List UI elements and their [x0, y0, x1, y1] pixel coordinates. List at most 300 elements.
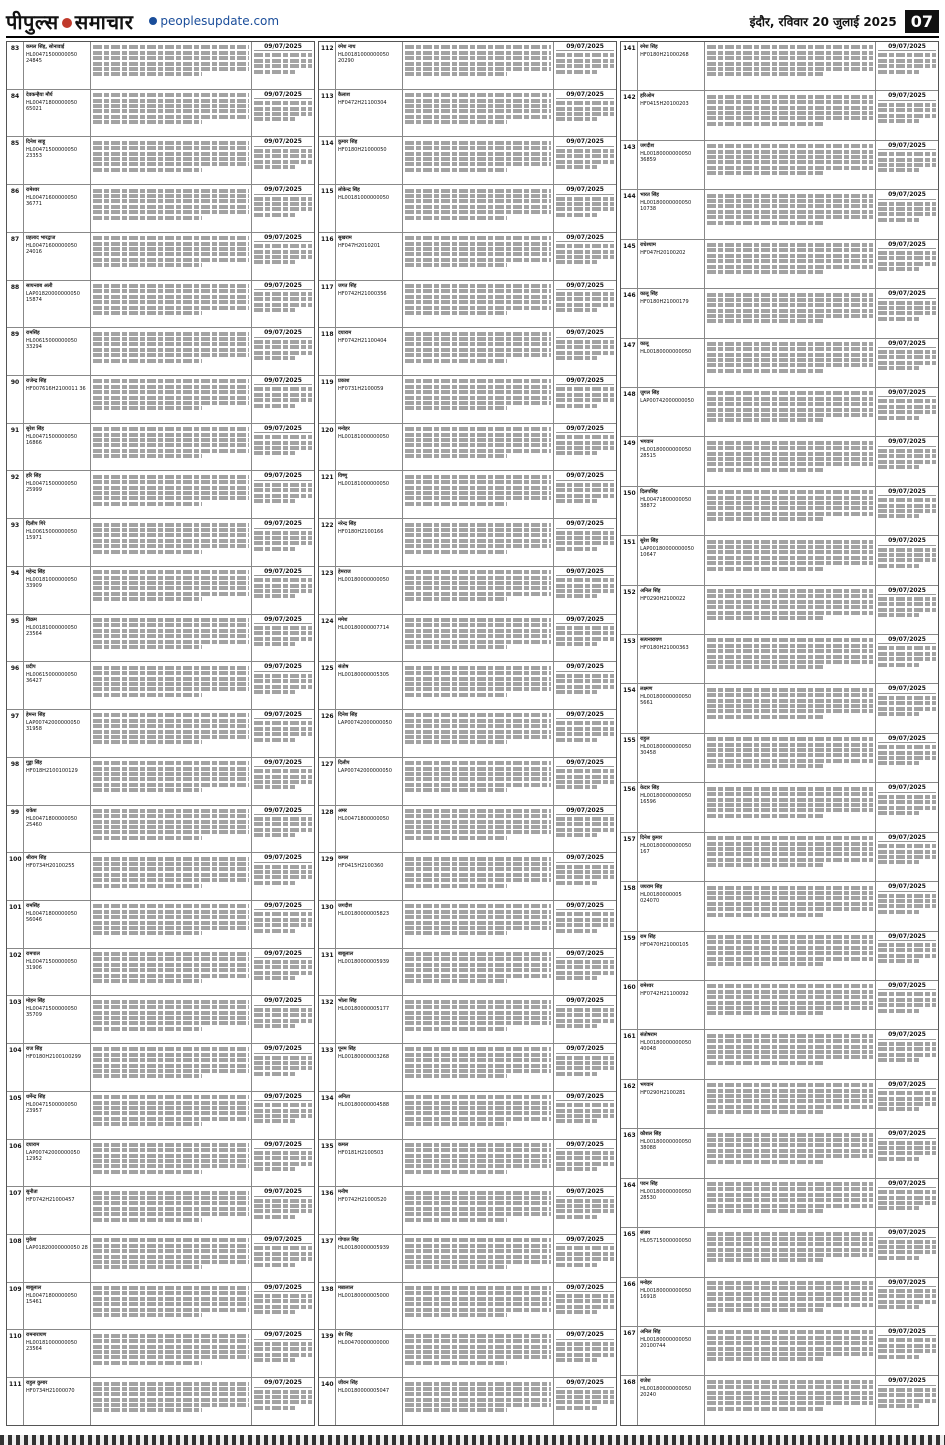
notice-row	[7, 519, 314, 567]
text-line	[93, 767, 249, 771]
property-description	[91, 1187, 252, 1234]
notice-date: 09/07/2025	[254, 378, 312, 385]
loan-number: HF018H2100100129	[26, 767, 78, 774]
borrower-name: अमर	[338, 807, 347, 814]
notice-row	[7, 710, 314, 758]
notice-date: 09/07/2025	[556, 903, 614, 910]
text-line	[556, 727, 614, 731]
text-line	[707, 363, 873, 367]
text-line	[556, 881, 597, 885]
text-line	[707, 309, 873, 313]
loan-number: HL00471800000050 25460	[26, 815, 78, 828]
borrower-cell	[336, 137, 403, 184]
text-line	[93, 1218, 202, 1222]
text-line	[556, 64, 614, 68]
notice-row	[319, 137, 616, 185]
text-line	[707, 561, 873, 565]
notice-date-cell	[554, 42, 616, 89]
text-line	[93, 570, 249, 574]
text-line	[254, 117, 295, 121]
notice-date-cell	[252, 949, 314, 996]
text-line	[254, 775, 312, 779]
text-line	[556, 154, 614, 158]
text-line	[405, 1101, 551, 1105]
dateline: इंदौर, रविवार 20 जुलाई 2025	[749, 14, 897, 29]
property-description	[91, 42, 252, 89]
notice-date-cell	[554, 1378, 616, 1425]
property-description	[403, 710, 554, 757]
notice-number: 107	[7, 1187, 24, 1234]
text-line	[556, 1119, 597, 1123]
text-line	[254, 960, 312, 964]
text-line	[93, 677, 249, 681]
text-line	[556, 101, 614, 105]
property-description	[705, 1129, 876, 1177]
notice-number: 92	[7, 471, 24, 518]
text-line	[405, 1143, 551, 1147]
notice-date: 09/07/2025	[556, 473, 614, 480]
text-line	[707, 1341, 873, 1345]
text-line	[93, 1053, 249, 1057]
notice-date-cell	[554, 806, 616, 853]
text-line	[707, 847, 873, 851]
loan-number: HF0742H21100404	[338, 338, 387, 345]
property-description	[91, 137, 252, 184]
notice-row	[7, 1283, 314, 1331]
text-line	[707, 457, 873, 461]
text-line	[405, 677, 551, 681]
text-line	[707, 808, 873, 812]
text-line	[556, 923, 614, 927]
text-line	[93, 735, 249, 739]
notice-row	[7, 996, 314, 1044]
text-line	[707, 446, 873, 450]
text-line	[405, 533, 551, 537]
text-line	[405, 687, 551, 691]
notice-number: 120	[319, 424, 336, 471]
loan-number: HL00615000000050 33294	[26, 338, 78, 351]
notice-number: 156	[621, 783, 638, 831]
notice-row	[319, 996, 616, 1044]
borrower-name: सुनीता	[26, 1189, 38, 1196]
property-description	[91, 328, 252, 375]
notice-date-cell	[876, 1228, 938, 1276]
text-line	[707, 787, 873, 791]
text-line	[93, 1011, 249, 1015]
text-line	[878, 361, 936, 365]
notice-date: 09/07/2025	[878, 934, 936, 941]
text-line	[93, 306, 249, 310]
text-line	[405, 777, 551, 781]
text-line	[254, 828, 312, 832]
loan-number: HL00180000000050 10738	[640, 200, 692, 213]
text-line	[405, 857, 551, 861]
notice-row	[7, 1140, 314, 1188]
notice-number: 119	[319, 376, 336, 423]
text-line	[405, 1218, 507, 1222]
text-line	[556, 976, 597, 980]
text-line	[707, 1198, 873, 1202]
text-line	[556, 340, 614, 344]
borrower-cell	[336, 1283, 403, 1330]
notice-date: 09/07/2025	[556, 1237, 614, 1244]
text-line	[878, 317, 919, 321]
property-description	[91, 281, 252, 328]
borrower-name: हेमराज	[338, 568, 351, 575]
notice-date-cell	[876, 437, 938, 485]
text-line	[556, 690, 597, 694]
borrower-name: दयाराम	[338, 330, 352, 337]
notice-row	[621, 536, 938, 585]
borrower-name: विक्रम	[26, 616, 37, 623]
notice-number: 152	[621, 586, 638, 634]
text-line	[254, 1395, 312, 1399]
text-line	[405, 979, 507, 983]
text-line	[405, 1403, 551, 1407]
notice-date: 09/07/2025	[556, 712, 614, 719]
text-line	[707, 106, 873, 110]
text-line	[405, 1334, 551, 1338]
text-line	[707, 265, 873, 269]
borrower-cell	[24, 328, 91, 375]
notice-date-cell	[252, 806, 314, 853]
notice-date-cell	[876, 240, 938, 288]
loan-number: HF007616H2100011 36	[26, 386, 86, 393]
notice-row	[621, 289, 938, 338]
text-line	[707, 1391, 873, 1395]
text-line	[93, 1000, 249, 1004]
text-line	[405, 194, 551, 198]
loan-number: HF0180H2100166	[338, 529, 384, 536]
text-line	[707, 441, 873, 445]
text-line	[405, 1005, 551, 1009]
text-line	[878, 1146, 936, 1150]
borrower-cell	[638, 734, 705, 782]
text-line	[254, 441, 312, 445]
text-line	[878, 366, 919, 370]
loan-number: HF0472H21100304	[338, 99, 387, 106]
text-line	[707, 896, 873, 900]
borrower-cell	[336, 328, 403, 375]
text-line	[556, 1204, 614, 1208]
text-line	[405, 258, 551, 262]
text-line	[405, 252, 551, 256]
property-description	[403, 376, 554, 423]
loan-number: HL00471500000050 24845	[26, 52, 78, 64]
property-description	[705, 783, 876, 831]
text-line	[405, 1382, 551, 1386]
notice-row	[621, 339, 938, 388]
property-description	[705, 388, 876, 436]
text-line	[556, 1358, 597, 1362]
notice-row	[621, 437, 938, 486]
loan-number: HF0742H21000457	[26, 1197, 75, 1204]
text-line	[878, 860, 919, 864]
notice-row	[319, 567, 616, 615]
globe-icon	[149, 17, 157, 25]
text-line	[405, 1064, 551, 1068]
text-line	[93, 189, 249, 193]
property-description	[705, 635, 876, 683]
text-line	[405, 284, 551, 288]
property-description	[91, 758, 252, 805]
text-line	[405, 1355, 551, 1359]
text-line	[405, 199, 551, 203]
text-line	[707, 1281, 873, 1285]
notice-date: 09/07/2025	[878, 983, 936, 990]
text-line	[556, 1246, 614, 1250]
loan-number: HF0415H2100360	[338, 863, 384, 870]
borrower-cell	[24, 1140, 91, 1187]
text-line	[93, 910, 249, 914]
text-line	[556, 1390, 614, 1394]
text-line	[93, 1339, 249, 1343]
notice-row	[319, 1044, 616, 1092]
loan-number: LAP00742000000050	[338, 767, 392, 774]
loan-number: HL00181000000050 23564	[26, 1340, 78, 1353]
notice-number: 150	[621, 487, 638, 535]
text-line	[707, 1149, 873, 1153]
text-line	[556, 1008, 614, 1012]
text-line	[556, 1167, 597, 1171]
text-line	[93, 141, 249, 145]
text-line	[556, 1103, 614, 1107]
notice-date-cell	[252, 1283, 314, 1330]
text-line	[707, 254, 873, 258]
text-line	[707, 298, 873, 302]
notice-date: 09/07/2025	[878, 1032, 936, 1039]
notice-date: 09/07/2025	[878, 835, 936, 842]
notice-date: 09/07/2025	[878, 637, 936, 644]
notice-grid	[6, 41, 939, 1426]
text-line	[556, 971, 614, 975]
borrower-cell	[336, 996, 403, 1043]
loan-number: HL00180000000050 38088	[640, 1139, 692, 1152]
text-line	[254, 833, 295, 837]
borrower-name: रामपाल	[26, 950, 40, 957]
text-line	[93, 454, 202, 458]
text-line	[707, 1380, 873, 1384]
text-line	[707, 397, 873, 401]
text-line	[405, 1361, 507, 1365]
notice-date-cell	[554, 1092, 616, 1139]
notice-number: 139	[319, 1330, 336, 1377]
borrower-name: अनिल सिंह	[640, 1328, 661, 1335]
text-line	[405, 767, 551, 771]
notice-row	[621, 1327, 938, 1376]
borrower-cell	[638, 1228, 705, 1276]
text-line	[556, 1024, 597, 1028]
borrower-name: रामसिंह	[26, 902, 40, 909]
notice-date: 09/07/2025	[878, 1230, 936, 1237]
property-description	[91, 1092, 252, 1139]
text-line	[405, 1297, 551, 1301]
borrower-cell	[638, 487, 705, 535]
text-line	[878, 943, 936, 947]
notice-row	[7, 615, 314, 663]
text-line	[254, 1215, 295, 1219]
notice-date-cell	[252, 1235, 314, 1282]
text-line	[93, 597, 202, 601]
property-description	[91, 996, 252, 1043]
text-line	[707, 204, 873, 208]
borrower-name: मुकेश	[26, 1236, 37, 1243]
text-line	[93, 157, 249, 161]
text-line	[707, 792, 873, 796]
text-line	[405, 1387, 551, 1391]
borrower-name: भोला सिंह	[338, 998, 357, 1005]
property-description	[705, 141, 876, 189]
loan-number: HL00181000000050	[338, 433, 390, 440]
borrower-cell	[638, 1129, 705, 1177]
notice-number: 111	[7, 1378, 24, 1425]
text-line	[707, 715, 823, 719]
text-line	[405, 963, 551, 967]
text-line	[254, 1358, 295, 1362]
notice-date: 09/07/2025	[254, 712, 312, 719]
text-line	[556, 780, 614, 784]
text-line	[878, 1201, 936, 1205]
notice-date-cell	[876, 981, 938, 1029]
borrower-cell	[638, 882, 705, 930]
text-line	[707, 111, 873, 115]
text-line	[93, 719, 249, 723]
text-line	[405, 236, 551, 240]
text-line	[254, 584, 312, 588]
text-line	[254, 881, 295, 885]
borrower-cell	[24, 1235, 91, 1282]
text-line	[405, 814, 551, 818]
borrower-cell	[336, 1330, 403, 1377]
text-line	[878, 663, 919, 667]
notice-number: 145	[621, 240, 638, 288]
text-line	[707, 1001, 873, 1005]
text-line	[405, 1286, 551, 1290]
text-line	[878, 613, 919, 617]
text-line	[93, 480, 249, 484]
text-line	[878, 251, 936, 255]
text-line	[878, 696, 936, 700]
notice-date-cell	[252, 90, 314, 137]
property-description	[705, 1278, 876, 1326]
property-description	[705, 289, 876, 337]
borrower-name: जगत सिंह	[338, 282, 357, 289]
text-line	[878, 212, 936, 216]
property-description	[403, 1092, 554, 1139]
text-line	[707, 353, 873, 357]
notice-date: 09/07/2025	[878, 1181, 936, 1188]
text-line	[405, 1392, 551, 1396]
text-line	[878, 103, 936, 107]
text-line	[405, 1000, 551, 1004]
text-line	[93, 1106, 249, 1110]
text-line	[93, 857, 249, 861]
notice-number: 103	[7, 996, 24, 1043]
property-description	[91, 1283, 252, 1330]
loan-number: HL00471800000050	[338, 815, 390, 822]
notice-date: 09/07/2025	[878, 439, 936, 446]
text-line	[405, 539, 551, 543]
notice-number: 88	[7, 281, 24, 328]
property-description	[91, 471, 252, 518]
notice-row	[319, 949, 616, 997]
text-line	[254, 1103, 312, 1107]
notice-date-cell	[554, 137, 616, 184]
notice-date-cell	[876, 783, 938, 831]
borrower-name: रामेश्वर	[26, 187, 40, 194]
text-line	[707, 512, 873, 516]
text-line	[93, 921, 249, 925]
text-line	[707, 704, 873, 708]
text-line	[707, 347, 873, 351]
borrower-cell	[638, 536, 705, 584]
text-line	[93, 359, 202, 363]
text-line	[707, 886, 873, 890]
notice-date-cell	[876, 289, 938, 337]
text-line	[878, 1097, 936, 1101]
property-description	[403, 758, 554, 805]
notice-date-cell	[876, 1278, 938, 1326]
text-line	[707, 1297, 873, 1301]
notice-row	[7, 567, 314, 615]
property-description	[705, 487, 876, 535]
text-line	[878, 1338, 936, 1342]
property-description	[705, 1030, 876, 1078]
text-line	[254, 1305, 312, 1309]
property-description	[403, 137, 554, 184]
text-line	[93, 1238, 249, 1242]
text-line	[707, 490, 873, 494]
text-line	[93, 1334, 249, 1338]
notice-number: 166	[621, 1278, 638, 1326]
property-description	[705, 1327, 876, 1375]
borrower-cell	[336, 1092, 403, 1139]
text-line	[707, 468, 823, 472]
text-line	[405, 390, 551, 394]
borrower-cell	[638, 1327, 705, 1375]
notice-row	[319, 615, 616, 663]
text-line	[254, 1114, 312, 1118]
property-description	[403, 1187, 554, 1234]
notice-number: 129	[319, 853, 336, 900]
text-line	[878, 1091, 936, 1095]
text-line	[405, 359, 507, 363]
text-line	[254, 1019, 312, 1023]
notice-date: 09/07/2025	[254, 617, 312, 624]
loan-number: HL00180000000050 40048	[640, 1040, 692, 1053]
text-line	[405, 550, 507, 554]
text-line	[405, 783, 551, 787]
text-line	[93, 93, 249, 97]
notice-number: 122	[319, 519, 336, 566]
borrower-name: बाबूलाल	[26, 1284, 42, 1291]
text-line	[878, 954, 936, 958]
text-line	[254, 875, 312, 879]
notice-date-cell	[876, 586, 938, 634]
text-line	[556, 250, 614, 254]
text-line	[93, 491, 249, 495]
notice-number: 84	[7, 90, 24, 137]
text-line	[93, 109, 249, 113]
borrower-cell	[638, 1030, 705, 1078]
text-line	[93, 1249, 249, 1253]
text-line	[556, 345, 614, 349]
notice-date-cell	[554, 949, 616, 996]
borrower-cell	[638, 635, 705, 683]
text-line	[878, 1042, 936, 1046]
borrower-cell	[638, 1080, 705, 1128]
borrower-cell	[336, 1378, 403, 1425]
